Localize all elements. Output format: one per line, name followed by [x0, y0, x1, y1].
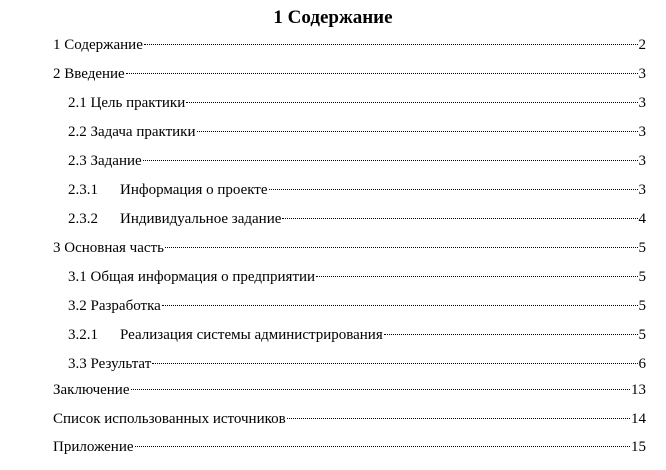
toc-entry-number: 3.3 [68, 356, 87, 372]
dot-leader [384, 334, 638, 335]
dot-leader [162, 305, 638, 306]
toc-entry-label: Заключение [53, 382, 130, 398]
toc-entry-number: 2.1 [68, 95, 87, 111]
toc-entry-label: Содержание [64, 37, 143, 53]
dot-leader [282, 218, 637, 219]
toc-entry[interactable] [68, 353, 646, 375]
dot-leader [135, 446, 630, 447]
toc-entry-page: 2 [638, 37, 646, 53]
toc-entry-label: Индивидуальное задание [120, 211, 282, 227]
toc-entry-page: 3 [638, 95, 646, 111]
toc-entry[interactable] [68, 324, 646, 346]
toc-entry-label: Общая информация о предприятии [90, 269, 316, 285]
toc-entry-page: 6 [638, 356, 646, 372]
toc-entry-page: 3 [638, 66, 646, 82]
toc-entry[interactable] [68, 179, 646, 201]
dot-leader [152, 363, 637, 364]
dot-leader [143, 160, 638, 161]
toc-entry-number: 2.3.1 [68, 182, 98, 198]
toc-entry[interactable] [53, 379, 646, 401]
toc-entry-number: 3.2 [68, 298, 87, 314]
toc-entry-label: Результат [90, 356, 152, 372]
dot-leader [197, 131, 638, 132]
toc-entry-label: Разработка [90, 298, 161, 314]
toc-entry-page: 5 [638, 298, 646, 314]
dot-leader [144, 44, 638, 45]
toc-entry-number: 2.3 [68, 153, 87, 169]
toc-entry[interactable] [53, 408, 646, 430]
toc-entry[interactable] [53, 63, 646, 85]
toc-entry-page: 15 [631, 439, 646, 455]
dot-leader [131, 389, 631, 390]
toc-entry-number: 1 [53, 37, 61, 53]
toc-entry-number: 3.2.1 [68, 327, 98, 343]
toc-entry-number: 2.3.2 [68, 211, 98, 227]
toc-entry[interactable] [68, 92, 646, 114]
toc-entry-page: 3 [638, 153, 646, 169]
toc-entry[interactable] [68, 208, 646, 230]
toc-entry[interactable] [68, 121, 646, 143]
toc-entry-label: Введение [64, 66, 125, 82]
toc-entry-page: 5 [638, 327, 646, 343]
toc-entry-label: Основная часть [64, 240, 164, 256]
dot-leader [165, 247, 638, 248]
toc-entry-page: 5 [638, 269, 646, 285]
dot-leader [269, 189, 638, 190]
toc-entry-number: 2.2 [68, 124, 87, 140]
page-title: 1 Содержание [273, 7, 393, 28]
toc-entry[interactable] [53, 237, 646, 259]
toc-entry-page: 14 [631, 411, 646, 427]
toc-entry-label: Список использованных источников [53, 411, 286, 427]
toc-entry-page: 3 [638, 124, 646, 140]
toc-entry-number: 2 [53, 66, 61, 82]
toc-entry-page: 4 [638, 211, 646, 227]
dot-leader [126, 73, 638, 74]
toc-entry-label: Приложение [53, 439, 134, 455]
dot-leader [316, 276, 637, 277]
toc-entry-label: Задание [90, 153, 142, 169]
toc-entry[interactable] [53, 34, 646, 56]
toc-entry-label: Реализация системы администрирования [120, 327, 383, 343]
toc-entry[interactable] [53, 436, 646, 458]
toc-entry[interactable] [68, 295, 646, 317]
toc-entry-page: 13 [631, 382, 646, 398]
toc-entry-label: Задача практики [90, 124, 196, 140]
dot-leader [186, 102, 637, 103]
toc-entry-label: Информация о проекте [120, 182, 268, 198]
dot-leader [287, 418, 630, 419]
toc-entry-page: 5 [638, 240, 646, 256]
toc-entry-number: 3 [53, 240, 61, 256]
toc-entry-label: Цель практики [90, 95, 186, 111]
toc-entry[interactable] [68, 266, 646, 288]
toc-entry[interactable] [68, 150, 646, 172]
toc-entry-number: 3.1 [68, 269, 87, 285]
toc-entry-page: 3 [638, 182, 646, 198]
